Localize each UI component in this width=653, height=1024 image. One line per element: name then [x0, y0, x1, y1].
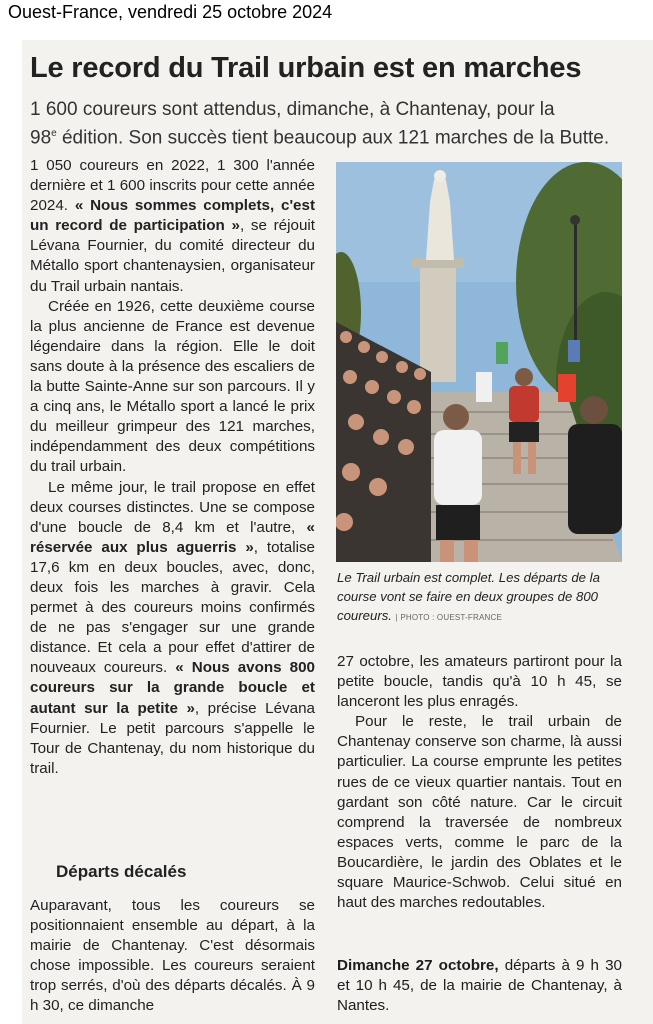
p3-text-a: Le même jour, le trail propose en effet deux courses distinctes. Une se compose d'une boucle de 8,4 km et l'autre, [30, 478, 315, 536]
p3-quote-2: « Nous avons 800 coureurs sur la grande boucle et autant sur la petite » [30, 659, 315, 717]
subheading: Départs décalés [56, 862, 187, 881]
caption-text: Le Trail urbain est complet. Les départs de la course vont se faire en deux groupes de 800 coureurs. [337, 570, 600, 623]
paragraph-5: 27 octobre, les amateurs partiront pour la petite boucle, tandis qu'à 10 h 45, se lanceront les plus enragés. [337, 653, 622, 711]
statue-head [434, 170, 446, 182]
paragraph-4: Auparavant, tous les coureurs se positionnaient ensemble au départ, à la mairie de Chantenay. C'est désormais chose impossible. Les coureurs seraient trop serrés, d'où des départs décalés. À 9 h 30, ce dimanche [30, 897, 315, 1015]
info-text: départs à 9 h 30 et 10 h 45, de la mairie de Chantenay, à Nantes. [337, 957, 622, 1015]
lamp-post [574, 222, 577, 342]
info-date: Dimanche 27 octobre, [337, 957, 499, 974]
p3-text-c: , précise Lévana Fournier. Le petit parcours s'appelle le Tour de Chantenay, du nom historique du trail. [30, 699, 315, 777]
p1-text-a: 1 050 coureurs en 2022, 1 300 l'année dernière et 1 600 inscrits pour cette année 2024. [30, 157, 315, 215]
lead-line-1: 1 600 coureurs sont attendus, dimanche, à Chantenay, pour la [30, 99, 555, 120]
lead-ordinal: 98 [30, 127, 52, 149]
p1-quote: « Nous sommes complets, c'est un record de participation » [30, 197, 316, 235]
lamp-head [570, 215, 580, 225]
photo-credit: | PHOTO : OUEST-FRANCE [395, 613, 502, 622]
headline: Le record du Trail urbain est en marches [30, 52, 582, 84]
stairs-runners-photo [336, 162, 622, 562]
p1-text-b: , se réjouit Lévana Fournier, du comité directeur du Métallo sport chantenaysien, organisateur du Trail urbain nantais. [30, 217, 315, 295]
lead-line-2: édition. Son succès tient beaucoup aux 121 marches de la Butte. [56, 127, 610, 149]
article-photo [336, 162, 622, 562]
photo-caption [337, 568, 625, 627]
paragraph-2: Créée en 1926, cette deuxième course la plus ancienne de France est devenue légendaire dans la région. Elle le doit sans doute à la présence des escaliers de la butte Sainte-Anne sur son parcours. Il y a cinq ans, le Métallo sport a lancé le prix du meilleur grimpeur des 121 marches, indépendamment des deux compétitions du trail urbain. [30, 297, 315, 476]
source-line: Ouest-France, vendredi 25 octobre 2024 [8, 2, 333, 22]
article-column-right [337, 652, 622, 913]
p3-quote-1: « réservée aux plus aguerris » [30, 518, 315, 556]
p3-text-b: , totalise 17,6 km en deux boucles, avec, donc, deux fois les marches à gravir. Cela permet à des coureurs moins confirmés de ne pas s'engager sur une grande distance. Et cela a pour effet d'attirer de nouveaux coureurs. [30, 538, 315, 677]
lead-paragraph [30, 98, 630, 150]
paragraph-3 [30, 478, 315, 779]
article-column-left-bottom [30, 896, 315, 1017]
article-column-left [30, 156, 315, 779]
paragraph-6: Pour le reste, le trail urbain de Chantenay conserve son charme, là aussi particulier. La course emprunte les petites rues de ce vieux quartier nantais. Tout en gardant son côté nature. Car le circuit comprend la traversée de nombreux espaces verts, comme le parc de la Boucardière, le jardin des Oblates et le square Maurice-Schwob. Celui situé en haut des marches redoutables. [337, 713, 622, 912]
monument-column [420, 262, 456, 382]
paragraph-1 [30, 156, 315, 297]
practical-info [337, 956, 622, 1016]
lead-ordinal-sup: e [51, 128, 57, 139]
